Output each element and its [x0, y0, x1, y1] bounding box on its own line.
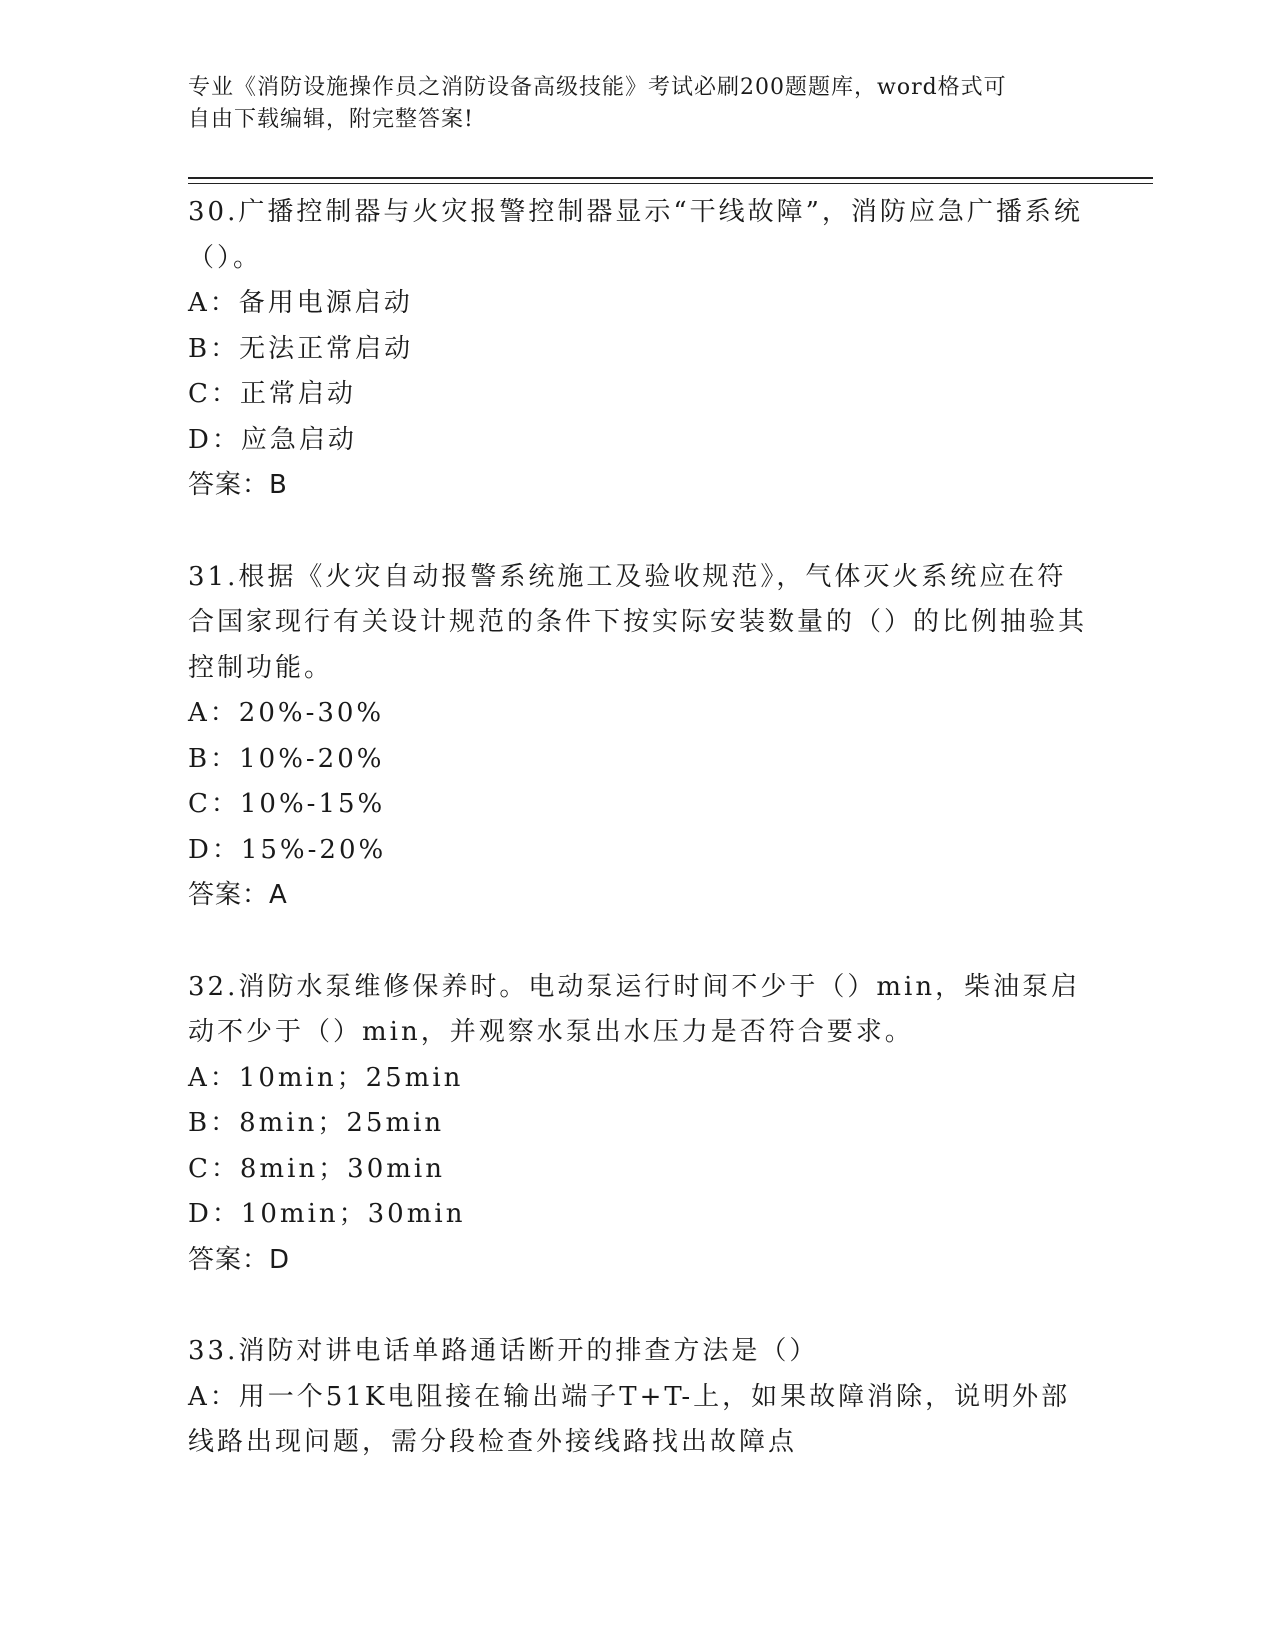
question-32: [188, 965, 1088, 1284]
question-31: [188, 555, 1088, 919]
question-list: [188, 190, 1088, 1512]
header-rule-thin: [188, 183, 1153, 184]
option-a: A：用一个51K电阻接在输出端子T+T-上，如果故障消除，说明外部线路出现问题，需分段检查外接线路找出故障点: [188, 1381, 1071, 1457]
header-line-1: 专业《消防设施操作员之消防设备高级技能》考试必刷200题题库，word格式可: [188, 75, 1007, 100]
question-text: 31.根据《火灾自动报警系统施工及验收规范》，气体灭火系统应在符合国家现行有关设计规范的条件下按实际安装数量的（）的比例抽验其控制功能。: [188, 561, 1088, 683]
option-c: C：正常启动: [188, 379, 356, 409]
option-a: A：备用电源启动: [188, 288, 413, 318]
answer: 答案：D: [188, 1244, 291, 1275]
option-b: B：无法正常启动: [188, 333, 414, 364]
option-c: C：8min；30min: [188, 1153, 445, 1184]
document-header: [188, 72, 1088, 136]
question-30: [188, 190, 1088, 509]
header-rule-thick: [188, 177, 1153, 179]
question-text: 32.消防水泵维修保养时。电动泵运行时间不少于（）min，柴油泵启动不少于（）min，并观察水泵出水压力是否符合要求。: [188, 971, 1081, 1047]
option-b: B：10%-20%: [188, 743, 385, 774]
option-d: D：15%-20%: [188, 834, 387, 865]
header-line-2: 自由下载编辑，附完整答案!: [188, 107, 474, 132]
option-a: A：20%-30%: [188, 698, 385, 728]
option-d: D：10min；30min: [188, 1199, 466, 1229]
option-c: C：10%-15%: [188, 789, 386, 819]
question-text: 30.广播控制器与火灾报警控制器显示“干线故障”，消防应急广播系统（）。: [188, 197, 1083, 273]
option-a: A：10min；25min: [188, 1062, 464, 1093]
answer: 答案：A: [188, 880, 288, 910]
option-d: D：应急启动: [188, 424, 357, 455]
question-33: [188, 1329, 1088, 1466]
option-b: B：8min；25min: [188, 1108, 445, 1138]
answer: 答案：B: [188, 470, 288, 500]
question-text: 33.消防对讲电话单路通话断开的排查方法是（）: [188, 1336, 819, 1366]
